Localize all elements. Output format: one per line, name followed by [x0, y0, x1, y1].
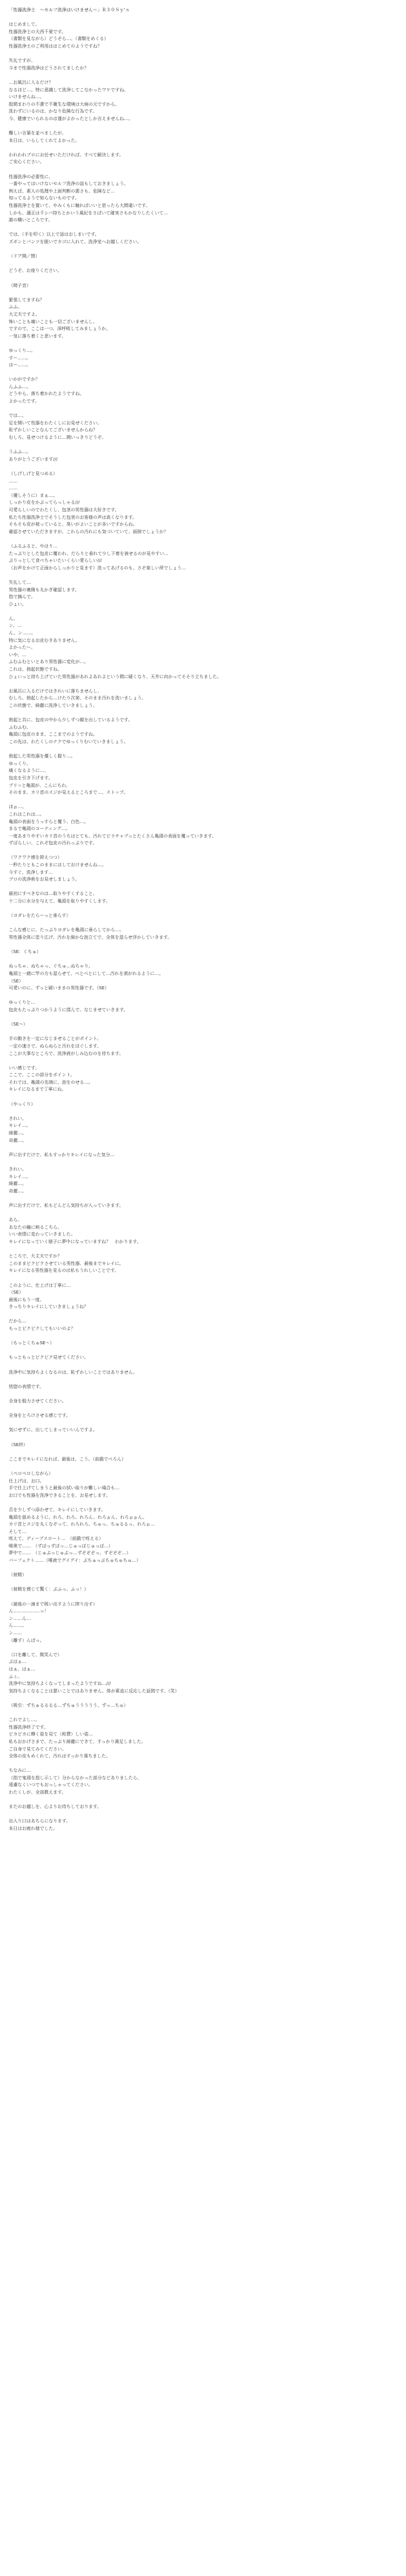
text-line: 包皮もたっぷりつかうように揉んで、なじませていきます。: [9, 1006, 128, 1012]
text-line: よかったです。: [9, 398, 40, 404]
text-line: こんな感じに、たっぷりヨダレを亀頭に垂らしてから…。: [9, 927, 124, 933]
text-line: ずばらしい、これぞ包皮の汚れっぷりです。: [9, 840, 97, 846]
blank-line: [9, 405, 397, 412]
text-line: 奇麗…。: [9, 1187, 27, 1194]
text-line: （ふるふると、やはり…: [9, 542, 58, 549]
blank-line: [9, 956, 397, 963]
text-line: ン……ん…: [9, 1615, 31, 1621]
text-line: ふむふむといとあり男性器に変化が…。: [9, 659, 89, 665]
blank-line: [9, 941, 397, 949]
text-line: どうぞ、お座りください。: [9, 267, 62, 274]
text-line: 声に出すだけで、私もすっかりキレイになった気分…: [9, 1151, 115, 1157]
text-line: （優しそうに）まぁ…。: [9, 492, 58, 498]
blank-line: [9, 883, 397, 891]
text-line: ゆっくりと…: [9, 999, 36, 1006]
text-line: 性器洗浄の必要性に、: [9, 173, 53, 179]
text-line: 十二分に水分を与えて、亀頭を取りやすくします。: [9, 898, 111, 904]
text-line: …お風呂に入るだけ？: [9, 79, 53, 85]
text-line: ふむふむ。: [9, 724, 31, 730]
text-line: 最初にすべきなのは…取りやすくすること。: [9, 891, 97, 897]
text-line: むしろ、見せつけるように…開いっきりどうぞ。: [9, 434, 106, 441]
text-line: ひょいっと持ち上げていた男性器があれよあれよという間に硬くなり、天井に向かってそそり立ちました。: [9, 673, 222, 679]
text-line: （吸引：ずちゅるるるる…ずちゅううううう、ずっ…ちゅ）: [9, 1702, 129, 1708]
text-line: ここで、ここの部分をポイント。: [9, 1072, 75, 1078]
blank-line: [9, 1390, 397, 1397]
text-line: むしろ、勃起したから…けたり次第、そのまま汚れを洗いましょう。: [9, 695, 146, 701]
text-line: 一秒たりともこのままにはしておけませんね…。: [9, 862, 107, 868]
text-line: （離す）んぱっ。: [9, 1637, 44, 1643]
blank-line: [9, 1796, 397, 1804]
text-line: ゆっくり…。: [9, 347, 36, 353]
blank-line: [9, 919, 397, 927]
blank-line: [9, 1246, 397, 1253]
text-line: 一気に落ち着くと思います。: [9, 332, 66, 339]
text-line: このままピクピクさせている男性器、最後までキレイに。: [9, 1260, 124, 1266]
text-line: カリ首とスジを丸くなぞって、れろれろ、ちゅっ、ちゅるるっ、れろぉ…: [9, 1521, 155, 1527]
text-line: いけませんね…。: [9, 94, 44, 100]
blank-line: [9, 224, 397, 231]
text-line: 洗わずにいるのは、かなり危険な行為です。: [9, 108, 97, 114]
text-line: 全身を脱力させてください。: [9, 1398, 67, 1404]
blank-line: [9, 1057, 397, 1064]
blank-line: [9, 1310, 397, 1318]
blank-line: [9, 607, 397, 615]
text-line: 知ってるようで知らないものです。: [9, 195, 79, 201]
text-line: 私たち性器洗浄士でそうした包茎のお客様の声は高くなります。: [9, 514, 137, 520]
text-line: 舌を少しずつ添わせて、キレイにしていきます。: [9, 1506, 106, 1512]
text-line: 勃起と共に、包皮の中から少しずつ顔を出しているようです。: [9, 717, 133, 723]
text-line: いい感じです。: [9, 1064, 40, 1071]
text-line: （口を離して、微笑んで）: [9, 1651, 62, 1657]
text-line: ん。: [9, 615, 18, 621]
text-line: 怖いことも痛いことも一切ございませんし、: [9, 318, 97, 324]
text-line: 一度あまりやすいカリ首のうちはとても、汚れてピラチャプっとたくさん亀頭の表面を覆っていきます。: [9, 832, 217, 839]
text-line: 全身をとろけさせる感じです。: [9, 1412, 71, 1419]
blank-line: [9, 1810, 397, 1818]
text-line: 男性器全体に塗り広げ、汚れを細かな泡立てで、全体を湿らせ浮かしていきます。: [9, 934, 172, 940]
text-line: 出入り口はあちらになります。: [9, 1818, 71, 1824]
blank-line: [9, 1499, 397, 1506]
text-line: 包皮を引き下げます。: [9, 774, 53, 781]
text-line: んふふ…。: [9, 383, 31, 389]
text-line: あなたの瞳に映るこちら。: [9, 1224, 62, 1230]
text-line: （SE：くちゅ）: [9, 949, 41, 955]
text-line: このように、仕上げは丁寧に…: [9, 1282, 71, 1288]
text-line: ん………………っ！: [9, 1608, 49, 1614]
text-line: ン……: [9, 1630, 22, 1635]
text-line: ふふ。: [9, 304, 22, 310]
blank-line: [9, 1028, 397, 1036]
text-line: ありがとうございます///: [9, 456, 58, 462]
text-line: 指で摘んで。: [9, 594, 36, 600]
text-line: （射精）: [9, 1572, 27, 1578]
text-line: 失礼ですが、: [9, 57, 36, 64]
text-line: 足を開いて性器をわたくしにお見せください。: [9, 419, 102, 426]
text-line: 今、健康でいられるのは運がよかったとしか言えませんね…。: [9, 115, 133, 121]
text-line: キレイ…。: [9, 1122, 31, 1129]
blank-line: [9, 1760, 397, 1767]
text-line: （やっくり）: [9, 1101, 36, 1107]
text-line: ズボンとパンツを脱いでカゴに入れて、洗浄室へお越しください。: [9, 239, 142, 244]
text-line: 喉奥で…… （ずぽっずぽっ…じゅっぽじゅっぽ…）: [9, 1542, 113, 1549]
text-line: ぷはぁ…: [9, 1659, 27, 1665]
text-line: ご自身で見てみてください。: [9, 1745, 67, 1752]
blank-line: [9, 905, 397, 912]
text-line: （お声をかけて正面からしっかりと見ます）洗ってあげるのも、さぞ楽しい所でしょう…: [9, 564, 186, 571]
blank-line: [9, 274, 397, 282]
text-line: これは、勃起状態ですね。: [9, 666, 62, 672]
blank-line: [9, 709, 397, 717]
text-line: そして…: [9, 1528, 27, 1534]
text-line: 確認させていただきますが、これらの汚れにも気づいていて、面倒でしょうか？: [9, 528, 169, 534]
text-line: 恥ずかしいことなんてございませんからね？: [9, 427, 97, 433]
text-line: （書類を見ながら）どうぞら…。（書類をめくる）: [9, 36, 109, 42]
text-line: 性器洗浄終了です。: [9, 1724, 49, 1730]
blank-line: [9, 1274, 397, 1282]
blank-line: [9, 122, 397, 130]
text-line: 難しい言葉を並べましたが、: [9, 130, 67, 136]
text-line: 私もおかげさまで、たっぷり綺麗にできて、すっかり満足しました。: [9, 1738, 146, 1744]
text-line: ところで、大丈夫ですか？: [9, 1253, 62, 1259]
text-line: （もっとくちゅSE～）: [9, 1340, 54, 1346]
blank-line: [9, 166, 397, 173]
text-line: ゆっくり。: [9, 760, 31, 766]
text-line: いかがですか？: [9, 376, 40, 382]
text-line: いい表情に変わっていきました。: [9, 1231, 76, 1237]
blank-line: [9, 1709, 397, 1717]
text-line: では…、: [9, 412, 27, 419]
text-line: ひょい。: [9, 601, 27, 607]
text-line: 本日は、いらしてくれてよかった。: [9, 137, 80, 143]
text-line: 遠慮なくいつでもおっしゃってください。: [9, 1782, 93, 1788]
blank-line: [9, 14, 397, 21]
text-line: ……: [9, 477, 18, 484]
blank-line: [9, 1405, 397, 1412]
blank-line: [9, 144, 397, 151]
blank-line: [9, 1332, 397, 1340]
text-line: この状態で、綺麗に洗浄していきましょう。: [9, 702, 97, 708]
text-line: ン、…: [9, 622, 22, 629]
text-line: ん、ン……。: [9, 630, 36, 636]
text-line: 咥えて、ディープスロート… （前戯で咥える）: [9, 1535, 104, 1542]
text-line: キレイ…。: [9, 1173, 31, 1179]
text-line: どうやら、落ち着かれたようですね。: [9, 391, 84, 397]
text-line: 男性器の裏側も丸かぎ確認します。: [9, 586, 79, 592]
text-line: たっぷりとした包皮に覆われ、だらりと垂れて少し下着を被せるのが見やすい…: [9, 550, 169, 556]
text-line: 一番やってはいけないセルフ洗浄の話もしておきましょう。: [9, 181, 129, 187]
blank-line: [9, 1419, 397, 1427]
text-line: 声に出すだけで、私もどんどん気持ちが入っていきます。: [9, 1202, 124, 1208]
blank-line: [9, 50, 397, 57]
text-line: ピカピカに輝く姿を見て（称賛）しい姿…: [9, 1731, 93, 1737]
blank-line: [9, 746, 397, 753]
text-line: 大丈夫ですよ。: [9, 311, 40, 317]
text-line: 誰の構いところです。: [9, 217, 53, 223]
blank-line: [9, 1448, 397, 1455]
text-line: 可愛らしいのでわたくし、包茎の男性器は大好きです。: [9, 506, 119, 512]
text-line: ぷりっとして食べちゃいたいくらい愛らしい///: [9, 557, 102, 564]
blank-line: [9, 1014, 397, 1021]
text-line: なるほど…、特に意識して洗浄してこなかったワケですね。: [9, 86, 129, 92]
blank-line: [9, 1107, 397, 1115]
text-line: プリッと亀頭が、こんにちわ。: [9, 782, 71, 788]
blank-line: [9, 441, 397, 449]
text-line: 気にせずに、出してしまっていいんですよ。: [9, 1427, 97, 1433]
text-line: （SE～）: [9, 1021, 28, 1027]
text-line: あら。: [9, 1217, 22, 1223]
blank-line: [9, 1158, 397, 1166]
text-line: お口でも性器を洗浄できることを、お見せします。: [9, 1492, 111, 1498]
text-line: ちなみに…: [9, 1767, 31, 1774]
blank-line: [9, 1093, 397, 1101]
text-line: 手で仕上げてしまうと最後の拭い取りが難しい場合も…: [9, 1485, 120, 1491]
text-line: （射精を感じて驚く：ぶふっ、ふっ！）: [9, 1586, 89, 1592]
text-line: 亀頭の表面をうっすらと覆う、白色…。: [9, 818, 89, 824]
blank-line: [9, 339, 397, 347]
text-line: われわれプロにお任せいただければ、すべて解決します。: [9, 151, 124, 157]
text-line: （ペロペロしながら）: [9, 1470, 53, 1476]
text-line: きれい。: [9, 1166, 27, 1172]
text-line: もっとピクピクしてもいいのよ？: [9, 1325, 76, 1332]
text-line: プロの洗浄術をお見せしましょう。: [9, 876, 80, 882]
blank-line: [9, 1361, 397, 1369]
text-line: 亀頭に包皮のまま、ここまでのようですね。: [9, 731, 97, 737]
text-line: キレイになっていく様子に夢中になっていますね？ わかります。: [9, 1238, 141, 1244]
text-line: これはこれは…。: [9, 811, 44, 817]
text-line: 特に気になるお皮むきありません。: [9, 637, 80, 643]
text-line: ぬっちゃ、ぬちゃっ、ぐちゅ…ぬちゃり。: [9, 963, 93, 969]
text-line: すー……。: [9, 354, 31, 361]
blank-line: [9, 1194, 397, 1202]
text-line: 奇麗…。: [9, 1137, 27, 1143]
text-line: （最後の一滴まで吸い出すように搾り出す）: [9, 1600, 97, 1607]
text-line: これでよし…。: [9, 1717, 40, 1723]
text-line: 洗浄中に気持ちよくなってしまったようですね…///: [9, 1680, 111, 1687]
text-line: 今すぐ、洗浄します…: [9, 869, 53, 875]
blank-line: [9, 246, 397, 253]
text-line: 一定の速さで、ぬらぬらと汚れをほぐします。: [9, 1042, 102, 1049]
text-line: ……: [9, 485, 18, 491]
blank-line: [9, 796, 397, 804]
text-line: 綺麗…。: [9, 1181, 27, 1187]
text-line: それでは、亀頭の先端に、泡をのせる…。: [9, 1079, 93, 1085]
text-line: 痛くなるように…、: [9, 767, 49, 774]
blank-line: [9, 535, 397, 542]
text-line: はじめまして。: [9, 21, 40, 27]
text-line: よかったー。: [9, 644, 36, 651]
text-line: うふふ…。: [9, 449, 31, 455]
blank-line: [9, 1462, 397, 1470]
blank-line: [9, 1144, 397, 1151]
blank-line: [9, 1694, 397, 1702]
text-line: そのまま、カリ首のスジが見えるところまで…、ストップ。: [9, 789, 128, 796]
text-line: 失礼して…: [9, 579, 31, 585]
text-line: 気持ちよくなることは悪いことではありません。体が素直に反応した証拠です。（笑）: [9, 1687, 179, 1694]
text-line: （SE）: [9, 977, 24, 984]
text-line: はぁ、はぁ…: [9, 1665, 36, 1672]
text-line: しっかり皮をかぶってらっしゃる///: [9, 499, 80, 506]
text-line: ご安心ください。: [9, 159, 44, 165]
text-line: わたくしが、全部教えます。: [9, 1789, 66, 1795]
blank-line: [9, 680, 397, 687]
blank-line: [9, 571, 397, 579]
text-line: 性器洗浄士のご利用ははじめてのようですね？: [9, 42, 102, 49]
text-line: では、（手を叩く）以上で話はおしまいです。: [9, 231, 99, 237]
text-line: 亀頭を舐めるように、れろ、れろ、れろん、れろぉん、れろぉぉん。: [9, 1514, 147, 1520]
blank-line: [9, 1579, 397, 1586]
document-title: 「性器洗浄士 ～セルフ洗浄はいけません～」Ｒ３０Ｓｙ’ｓ: [9, 7, 130, 12]
text-line: 可愛いのに、ずっと硬いままの男性器です。（SE）: [9, 985, 109, 991]
blank-line: [9, 1434, 397, 1441]
text-line: 本日はお疲れ様でした。: [9, 1825, 58, 1832]
blank-line: [9, 1375, 397, 1383]
blank-line: [9, 1644, 397, 1651]
text-line: （SE）: [9, 1289, 24, 1295]
text-line: 性器洗浄士の大西千夏です。: [9, 28, 66, 34]
text-line: 股間まわりの不潔で不衛生な環境は大病の元ですから。: [9, 101, 120, 107]
blank-line: [9, 1347, 397, 1354]
text-line: 手の動きを一定になじませることがポイント。: [9, 1036, 102, 1042]
blank-line: [9, 71, 397, 79]
blank-line: [9, 289, 397, 296]
blank-line: [9, 992, 397, 999]
text-line: きっちりキレイにしていきましょうね？: [9, 1304, 89, 1310]
text-line: ここが大事なところで、洗浄液がしみ込むのを待ちます。: [9, 1050, 124, 1056]
text-line: 最後にもう一度、: [9, 1296, 44, 1302]
text-line: ほぉ…。: [9, 804, 27, 810]
text-line: （ワクワク感を抑えつつ）: [9, 854, 62, 861]
text-line: 性器洗浄士を置いて、やみくもに触れぱいいと思ったら大間違いです。: [9, 202, 151, 209]
text-line: バーフェクト……（唾液でグイグイ：ぶちゅっぶちゅちゅちゅ…）: [9, 1557, 141, 1564]
text-line: （ドア開／閉）: [9, 253, 40, 259]
text-line: ここまでキレイになれば、最後は、こう。（前戯でぺろん）: [9, 1455, 126, 1462]
text-line: 勃起した男性器を優しく握り…。: [9, 753, 76, 759]
text-line: ん……。: [9, 1622, 27, 1629]
text-line: キレイになるまで丁寧にね。: [9, 1086, 66, 1092]
blank-line: [9, 1564, 397, 1572]
text-line: きれい。: [9, 1115, 27, 1121]
text-line: お風呂に入るだけではきれいに落ちませんし、: [9, 687, 102, 694]
blank-line: [9, 260, 397, 267]
text-line: 恍惚の表情です。: [9, 1383, 44, 1389]
text-line: 綺麗…。: [9, 1130, 27, 1136]
blank-line: [9, 1209, 397, 1217]
blank-line: [9, 1593, 397, 1600]
text-line: 全体の皮もめくれて、汚れはすっかり落ちました。: [9, 1753, 111, 1759]
text-line: いや、…: [9, 651, 27, 657]
text-line: （指で鬼頭を指し示して）分からなかった部分などありましたら、: [9, 1774, 142, 1780]
text-line: 洗浄中に気持ちよくなるのは、恥ずかしいことではありません。: [9, 1369, 138, 1375]
text-line: はー……。: [9, 362, 31, 368]
text-line: ですので、ここは一つ、深呼吸してみましょうか。: [9, 326, 111, 332]
text-line: 緊張してますね？: [9, 296, 44, 302]
text-line: キレイになる男性器を見るのは私もうれしいことです。: [9, 1267, 119, 1274]
blank-line: [9, 847, 397, 854]
text-line: （SE終）: [9, 1441, 28, 1447]
text-line: もっともっとピクピク見せてください。: [9, 1354, 89, 1360]
blank-line: [9, 369, 397, 376]
text-line: そもそも皮が被っていると、臭いがよいことが多いですからね。: [9, 521, 137, 527]
text-line: 亀頭と一緒に竿の方も湿らせて、べとべとにして…汚れを剥がれるように…。: [9, 970, 164, 976]
text-line: だから…: [9, 1318, 27, 1324]
text-line: （しげしげと見つめる）: [9, 471, 58, 476]
text-line: ふぅ。: [9, 1673, 22, 1679]
text-line: （椅子音）: [9, 282, 31, 288]
text-line: この先は、わたくしのテクでゆっくりむいていきましょう。: [9, 738, 129, 744]
text-line: 今まで性器洗浄はどうされてましたか？: [9, 64, 89, 71]
text-line: 夢中で…… （じゅぷっじゅぷっ…ずぞぞぞっ、ずぞぞぞ…）: [9, 1550, 131, 1556]
text-line: （ヨダレをたらーっと垂らす）: [9, 912, 71, 919]
text-line: 例えば、素人の処理や上面判断の悪さも、危険など…: [9, 187, 116, 194]
text-line: 仕上げは、お口。: [9, 1477, 44, 1484]
text-line: まるで亀頭のコーティング…。: [9, 826, 71, 832]
blank-line: [9, 462, 397, 470]
text-line: またのお越しを、心よりお待ちしております。: [9, 1804, 102, 1810]
text-line: しかも、適正は千シバ持ちとかいう風紀をさばいて確実さもかなりしたくいて…: [9, 209, 168, 216]
